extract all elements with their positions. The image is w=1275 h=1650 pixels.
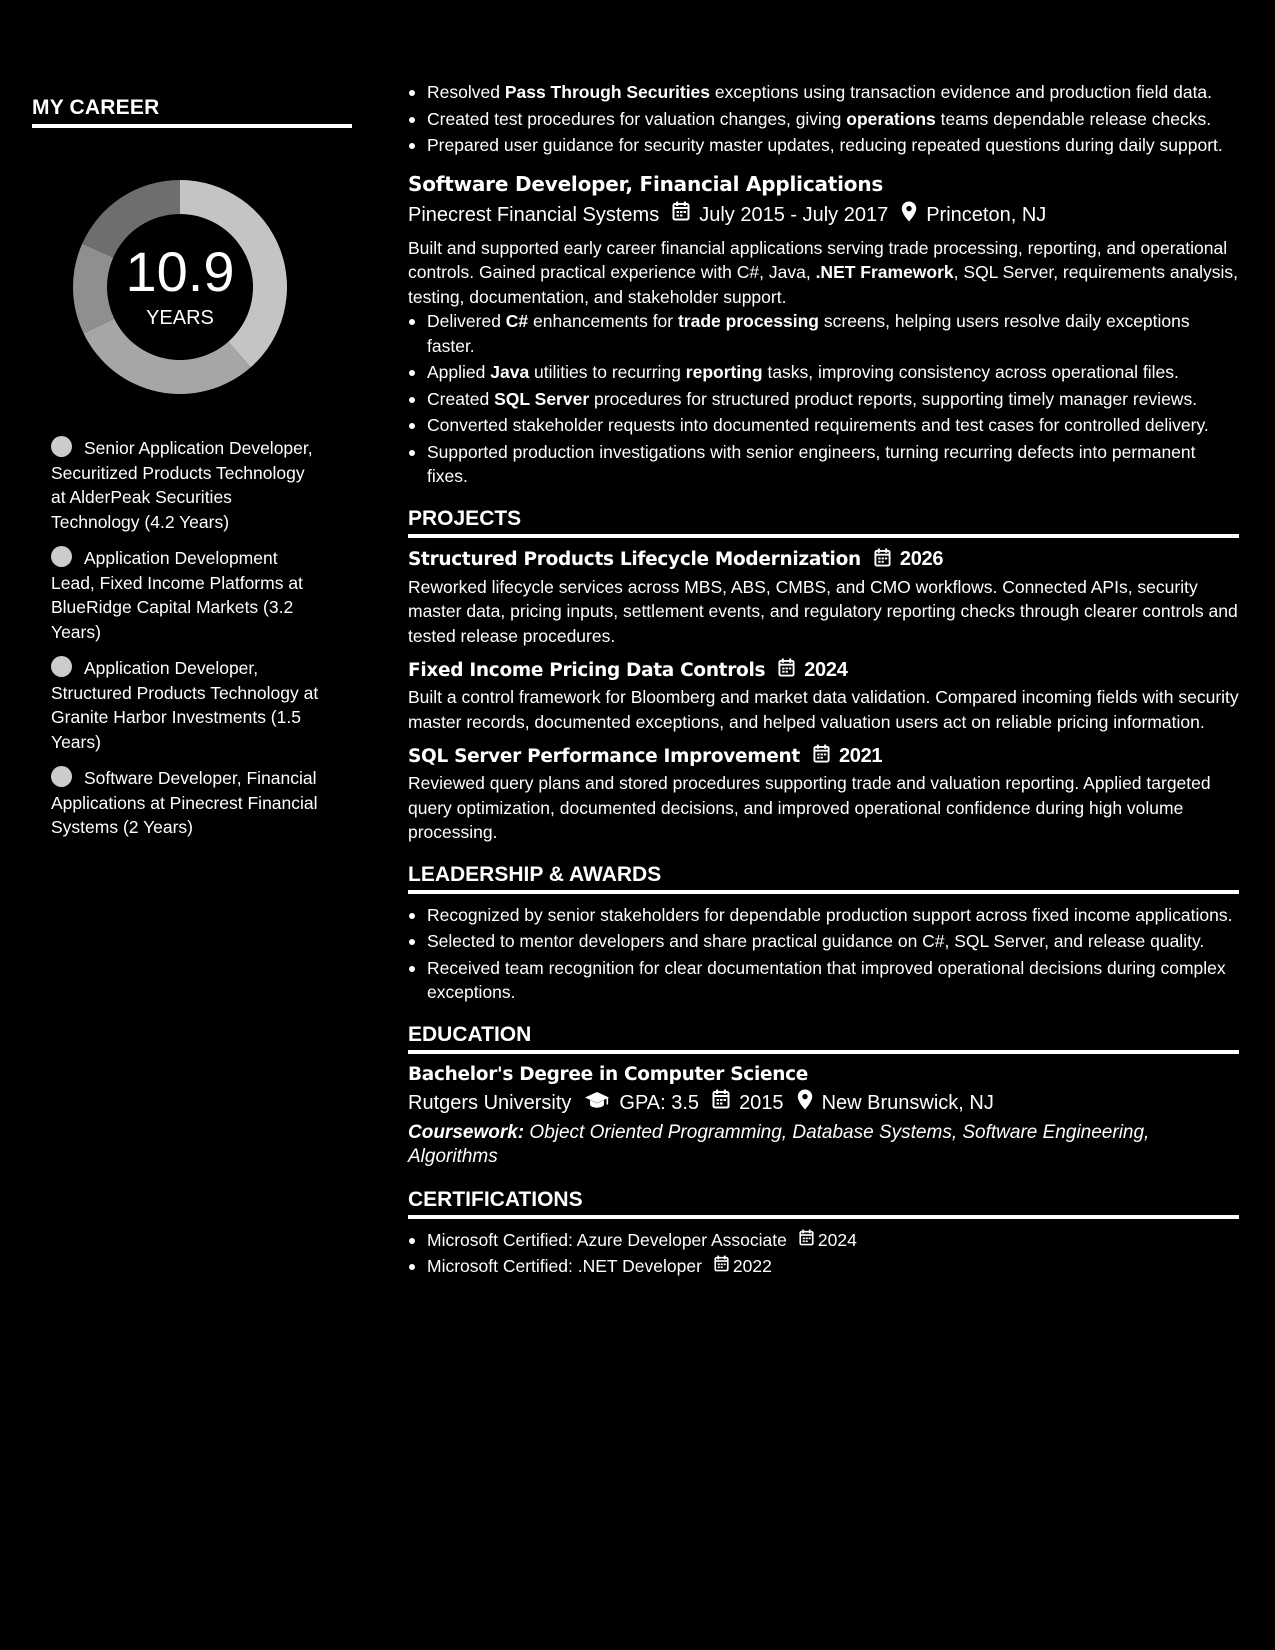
coursework-label: Coursework: xyxy=(408,1121,525,1143)
bullet-text: utilities to recurring xyxy=(529,362,686,382)
bullet-text: teams dependable release checks. xyxy=(935,108,1212,129)
project-item xyxy=(408,658,1239,734)
education-heading: EDUCATION xyxy=(408,1023,1239,1054)
calendar-icon xyxy=(813,744,830,768)
job-bullets xyxy=(408,309,1239,489)
graduation-year: 2015 xyxy=(739,1092,784,1114)
bullet-item xyxy=(408,107,1239,132)
job-desc-bold: .NET Framework xyxy=(815,262,954,282)
bullet-text: procedures for structured product reports, supporting timely manager reviews. xyxy=(589,388,1198,409)
career-legend-item xyxy=(51,546,321,644)
job-desc-text: Built and supported early career financial applications serving trade processing, reporting, and operational controls. Gained practical experience with C#, Java, xyxy=(408,237,1228,282)
career-legend-item xyxy=(51,436,321,534)
calendar-icon xyxy=(712,1089,730,1117)
bullet-bold: Pass Through Securities xyxy=(504,82,711,102)
job-bullet-item xyxy=(408,413,1239,438)
bullet-bold: SQL Server xyxy=(494,388,590,409)
calendar-icon xyxy=(672,201,690,229)
project-item xyxy=(408,744,1239,845)
calendar-icon xyxy=(714,1254,729,1279)
job-bullet-item xyxy=(408,440,1239,489)
project-title-row xyxy=(408,658,1239,682)
bullet-text: Converted stakeholder requests into documented requirements and test cases for controlled delivery. xyxy=(427,415,1209,435)
career-legend-label: Application Development Lead, Fixed Income Platforms at BlueRidge Capital Markets (3.2 Years) xyxy=(51,548,303,642)
donut-center xyxy=(67,174,293,400)
gpa: GPA: 3.5 xyxy=(619,1092,700,1114)
calendar-icon xyxy=(874,548,891,572)
career-legend-label: Senior Application Developer, Securitized Products Technology at AlderPeak Securities Technology (4.2 Years) xyxy=(51,438,313,532)
graduation-cap-icon xyxy=(584,1089,610,1117)
job-title: Software Developer, Financial Applications xyxy=(408,171,884,196)
leadership-item: Received team recognition for clear documentation that improved operational decisions during complex exceptions. xyxy=(408,956,1239,1005)
bullet-bold: Java xyxy=(490,362,530,382)
project-year: 2026 xyxy=(899,548,944,570)
career-legend-item xyxy=(51,766,321,840)
certification-year: 2024 xyxy=(817,1229,857,1250)
certifications-heading: CERTIFICATIONS xyxy=(408,1188,1239,1219)
certifications-list xyxy=(408,1228,1239,1279)
certification-name: Microsoft Certified: .NET Developer xyxy=(427,1256,702,1276)
coursework xyxy=(408,1121,1239,1170)
bullet-item xyxy=(408,80,1239,105)
project-title: Structured Products Lifecycle Modernization xyxy=(408,549,861,570)
project-item xyxy=(408,548,1239,649)
leadership-list xyxy=(408,903,1239,1005)
job-company: Pinecrest Financial Systems xyxy=(408,204,660,226)
certification-item xyxy=(408,1254,1239,1279)
legend-dot-icon xyxy=(51,656,72,677)
project-title: Fixed Income Pricing Data Controls xyxy=(408,659,766,681)
leadership-item: Recognized by senior stakeholders for dependable production support across fixed income applications. xyxy=(408,903,1239,928)
bullet-text: exceptions using transaction evidence and production field data. xyxy=(710,82,1213,102)
bullet-item xyxy=(408,133,1239,158)
bullet-text: Created xyxy=(427,388,495,409)
bullet-bold: C# xyxy=(505,311,529,331)
bullet-bold: operations xyxy=(846,108,936,129)
career-heading: MY CAREER xyxy=(32,96,352,128)
calendar-icon xyxy=(799,1228,814,1253)
leadership-heading: LEADERSHIP & AWARDS xyxy=(408,863,1239,894)
bullet-text: Applied xyxy=(427,362,491,382)
certification-year: 2022 xyxy=(732,1256,772,1276)
project-description: Reviewed query plans and stored procedures supporting trade and valuation reporting. Applied targeted query optimization, documented decisions, and improved operational confidence during high volume processing. xyxy=(408,773,1211,842)
bullet-bold: trade processing xyxy=(677,311,820,331)
projects-heading: PROJECTS xyxy=(408,507,1239,538)
job-dates: July 2015 - July 2017 xyxy=(699,204,889,226)
career-legend-label: Application Developer, Structured Products Technology at Granite Harbor Investments (1.5 Years) xyxy=(51,658,319,752)
school-location: New Brunswick, NJ xyxy=(821,1092,994,1114)
previous-job-bullets xyxy=(408,80,1239,158)
map-pin-icon xyxy=(901,201,917,230)
job-description xyxy=(408,236,1239,310)
bullet-text: Created test procedures for valuation changes, giving xyxy=(427,108,847,129)
leadership-item: Selected to mentor developers and share practical guidance on C#, SQL Server, and release quality. xyxy=(408,929,1239,954)
education-meta xyxy=(408,1089,1239,1118)
bullet-text: tasks, improving consistency across operational files. xyxy=(762,362,1179,382)
career-donut-chart xyxy=(67,174,293,400)
certification-name: Microsoft Certified: Azure Developer Associate xyxy=(427,1229,787,1250)
job-location: Princeton, NJ xyxy=(926,204,1047,226)
coursework-text: Object Oriented Programming, Database Systems, Software Engineering, Algorithms xyxy=(408,1121,1150,1167)
certification-item xyxy=(408,1228,1239,1253)
career-legend-item xyxy=(51,656,321,754)
legend-dot-icon xyxy=(51,436,72,457)
bullet-text: Resolved xyxy=(427,82,505,102)
bullet-text: enhancements for xyxy=(528,311,678,331)
sidebar xyxy=(32,96,352,852)
map-pin-icon xyxy=(797,1089,813,1118)
project-year: 2024 xyxy=(804,658,848,681)
main-content xyxy=(408,80,1239,1281)
bullet-text: Delivered xyxy=(427,311,506,331)
job-bullet-item xyxy=(408,309,1239,358)
bullet-text: screens, helping users resolve daily exceptions faster. xyxy=(427,311,1190,356)
project-title-row xyxy=(408,744,1239,768)
bullet-text: Prepared user guidance for security master updates, reducing repeated questions during daily support. xyxy=(427,135,1223,155)
project-title: SQL Server Performance Improvement xyxy=(408,745,800,767)
calendar-icon xyxy=(778,658,795,682)
project-description: Reworked lifecycle services across MBS, ABS, CMBS, and CMO workflows. Connected APIs, security master data, pricing inputs, settlement events, and regulatory reporting checks through clearer controls and tested release procedures. xyxy=(408,576,1238,646)
project-description: Built a control framework for Bloomberg and market data validation. Compared incoming fields with security master records, documented exceptions, and helped valuation users act on reliable pricing information. xyxy=(408,687,1239,732)
school-name: Rutgers University xyxy=(408,1092,572,1114)
project-title-row xyxy=(408,548,1239,572)
total-years-unit: YEARS xyxy=(146,307,214,329)
legend-dot-icon xyxy=(51,766,72,787)
bullet-text: Supported production investigations with senior engineers, turning recurring defects into permanent fixes. xyxy=(427,441,1196,486)
degree-title: Bachelor's Degree in Computer Science xyxy=(408,1063,809,1085)
bullet-bold: reporting xyxy=(685,362,763,382)
job-desc-text: , SQL Server, requirements analysis, testing, documentation, and stakeholder support. xyxy=(408,262,1239,307)
job-bullet-item xyxy=(408,360,1239,385)
job-bullet-item xyxy=(408,387,1239,412)
job-meta xyxy=(408,201,1239,230)
career-legend xyxy=(51,436,321,840)
legend-dot-icon xyxy=(51,546,72,567)
project-year: 2021 xyxy=(838,744,883,767)
total-years-value: 10.9 xyxy=(125,240,235,303)
career-legend-label: Software Developer, Financial Applications at Pinecrest Financial Systems (2 Years) xyxy=(51,768,318,837)
